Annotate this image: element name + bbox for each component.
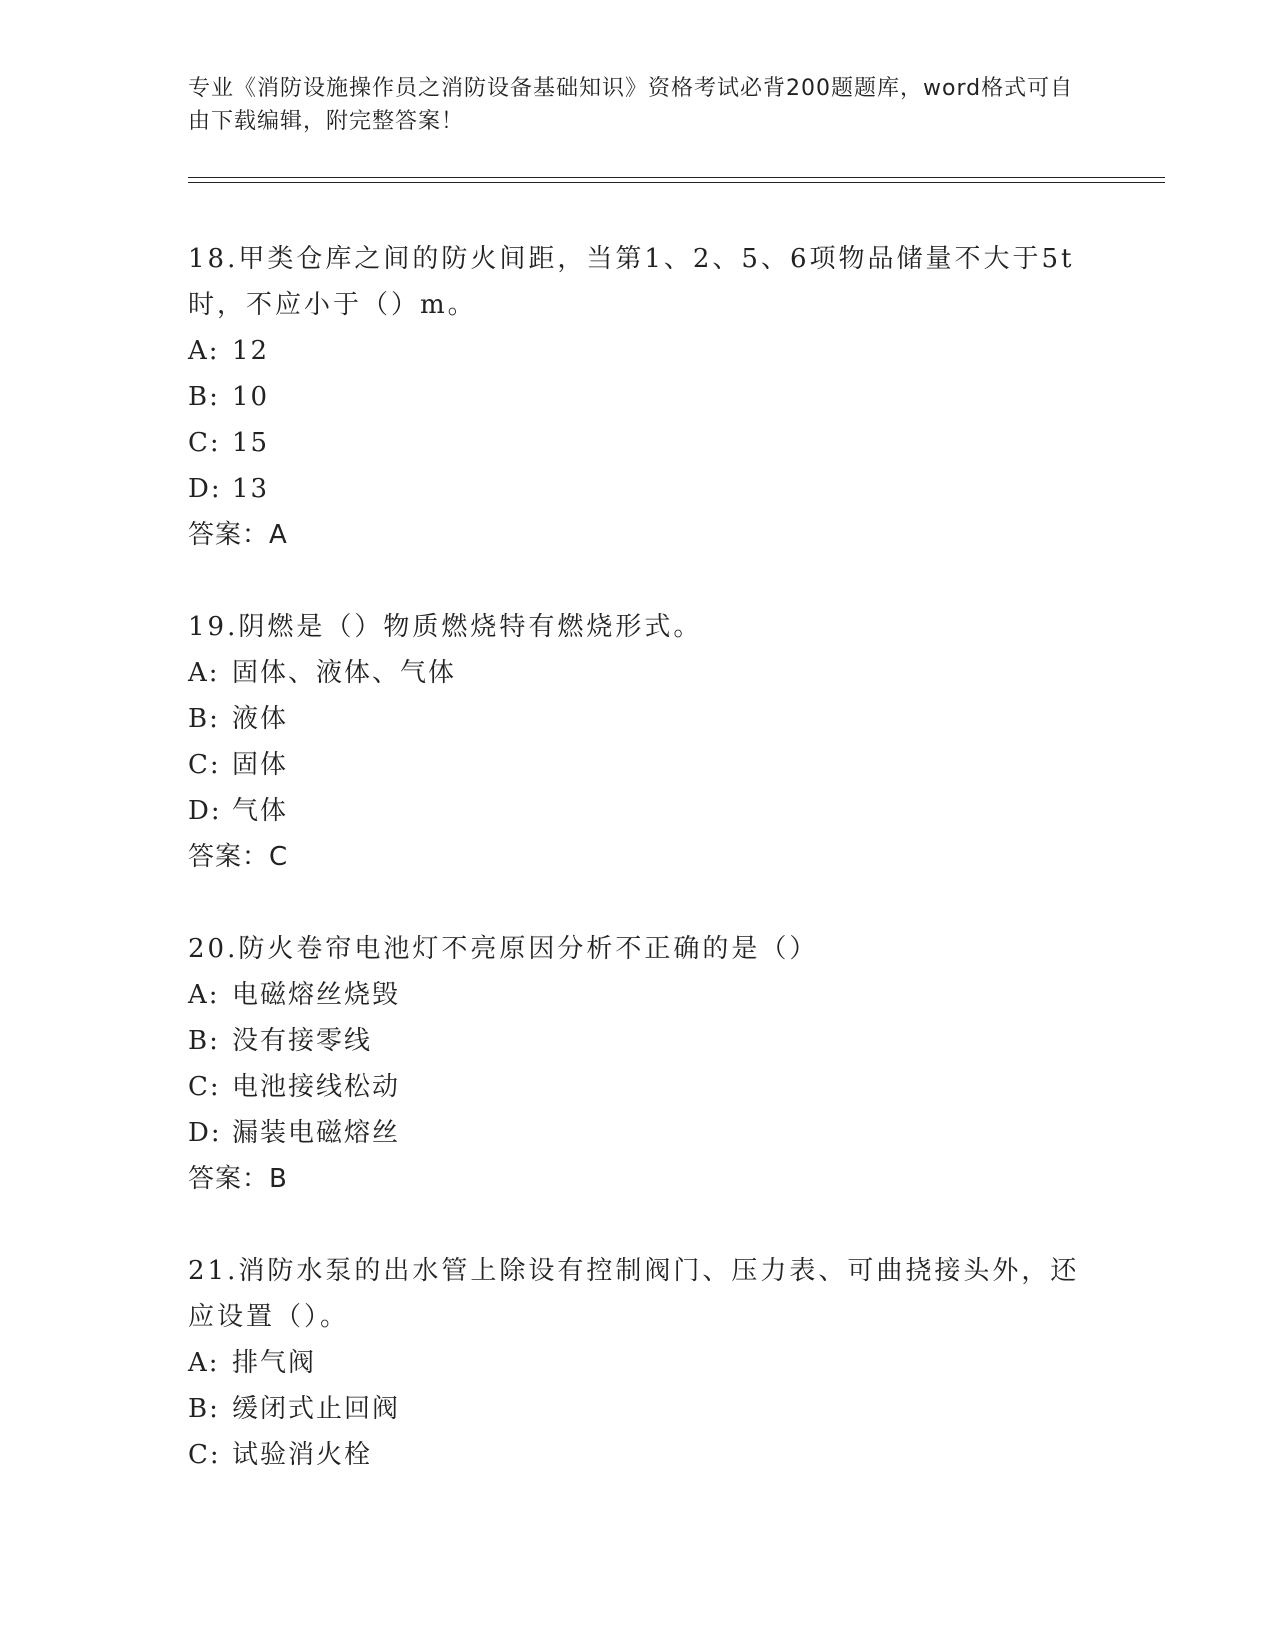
- document-title: 专业《消防设施操作员之消防设备基础知识》资格考试必背200题题库，word格式可自由下载编辑，附完整答案！: [188, 76, 1074, 134]
- option-text: 12: [232, 336, 270, 366]
- option-b: [188, 1018, 1088, 1064]
- document-header: [188, 72, 1088, 138]
- question-21: [188, 1248, 1088, 1478]
- answer-line: 答案：B: [188, 1164, 288, 1194]
- option-b: [188, 696, 1088, 742]
- option-c: [188, 420, 1088, 466]
- option-letter: A:: [188, 658, 220, 688]
- option-text: 电池接线松动: [232, 1072, 401, 1102]
- option-text: 13: [232, 474, 270, 504]
- option-text: 固体: [232, 750, 289, 780]
- option-text: 固体、液体、气体: [232, 658, 457, 688]
- option-letter: C:: [188, 428, 221, 458]
- question-18: [188, 236, 1088, 558]
- option-letter: B:: [188, 1026, 220, 1056]
- option-text: 气体: [232, 796, 289, 826]
- option-text: 没有接零线: [232, 1026, 373, 1056]
- header-divider-bottom: [188, 182, 1165, 183]
- option-text: 缓闭式止回阀: [232, 1394, 401, 1424]
- header-divider-top: [188, 177, 1165, 178]
- option-b: [188, 374, 1088, 420]
- option-letter: B:: [188, 382, 220, 412]
- option-text: 漏装电磁熔丝: [232, 1118, 401, 1148]
- option-letter: D:: [188, 474, 222, 504]
- question-text: 18.甲类仓库之间的防火间距，当第1、2、5、6项物品储量不大于5t时，不应小于（）m。: [188, 244, 1075, 320]
- question-text: 21.消防水泵的出水管上除设有控制阀门、压力表、可曲挠接头外，还应设置（）。: [188, 1256, 1080, 1332]
- option-text: 排气阀: [232, 1348, 317, 1378]
- answer-line: 答案：C: [188, 842, 289, 872]
- option-letter: C:: [188, 750, 221, 780]
- option-letter: C:: [188, 1440, 221, 1470]
- option-b: [188, 1386, 1088, 1432]
- option-a: [188, 972, 1088, 1018]
- option-text: 试验消火栓: [232, 1440, 373, 1470]
- option-letter: A:: [188, 1348, 220, 1378]
- option-a: [188, 1340, 1088, 1386]
- option-text: 15: [232, 428, 270, 458]
- option-d: [188, 1110, 1088, 1156]
- option-text: 电磁熔丝烧毁: [232, 980, 401, 1010]
- option-d: [188, 466, 1088, 512]
- question-text: 20.防火卷帘电池灯不亮原因分析不正确的是（）: [188, 934, 819, 964]
- option-letter: D:: [188, 796, 222, 826]
- question-20: [188, 926, 1088, 1202]
- option-c: [188, 1432, 1088, 1478]
- option-letter: A:: [188, 336, 220, 366]
- option-a: [188, 650, 1088, 696]
- option-c: [188, 1064, 1088, 1110]
- option-letter: C:: [188, 1072, 221, 1102]
- option-letter: B:: [188, 704, 220, 734]
- question-text: 19.阴燃是（）物质燃烧特有燃烧形式。: [188, 612, 703, 642]
- option-c: [188, 742, 1088, 788]
- option-letter: B:: [188, 1394, 220, 1424]
- option-text: 10: [232, 382, 270, 412]
- answer-line: 答案：A: [188, 520, 288, 550]
- option-d: [188, 788, 1088, 834]
- option-letter: A:: [188, 980, 220, 1010]
- question-19: [188, 604, 1088, 880]
- option-letter: D:: [188, 1118, 222, 1148]
- option-text: 液体: [232, 704, 289, 734]
- option-a: [188, 328, 1088, 374]
